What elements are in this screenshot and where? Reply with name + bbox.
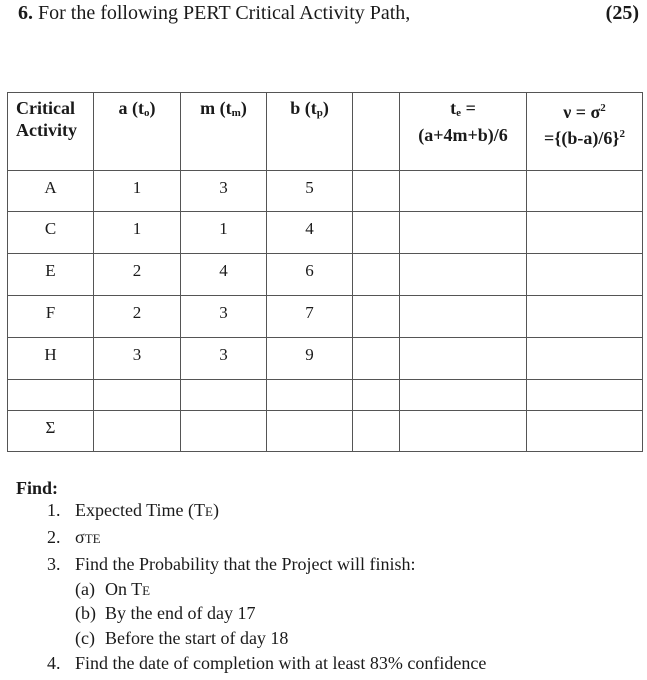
find-label: Find:: [16, 478, 59, 498]
cell-m: 4: [181, 254, 267, 296]
cell-m: 3: [181, 338, 267, 380]
cell-b: 9: [267, 338, 353, 380]
table-row: [8, 296, 643, 338]
cell-blank: [353, 171, 400, 212]
table-row-empty: [8, 380, 643, 411]
find-subitem-day-18: (c) Before the start of day 18: [75, 628, 289, 648]
find-item-probability: 3. Find the Probability that the Project will finish:: [47, 554, 416, 574]
cell-variance: [527, 338, 643, 380]
cell-activity: A: [8, 171, 94, 212]
cell-b: 6: [267, 254, 353, 296]
cell-a: 3: [94, 338, 181, 380]
find-item-expected-time: 1. Expected Time (TE): [47, 500, 219, 520]
cell-b-sum: [267, 411, 353, 452]
cell-activity: E: [8, 254, 94, 296]
cell-variance-sum: [527, 411, 643, 452]
pert-table: [7, 92, 643, 452]
cell-a: 2: [94, 296, 181, 338]
cell-b: 5: [267, 171, 353, 212]
cell-te: [400, 338, 527, 380]
cell-b: 4: [267, 212, 353, 254]
question-title: [18, 2, 410, 25]
cell-a: 2: [94, 254, 181, 296]
find-subitem-on-te: (a) On TE: [75, 579, 151, 599]
col-header-a: a $(t_o)$: [94, 93, 181, 171]
question-text: For the following PERT Critical Activity Path,: [38, 2, 411, 24]
cell-activity: [8, 380, 94, 411]
table-header-row: [8, 93, 643, 171]
table-row: [8, 254, 643, 296]
cell-blank: [353, 254, 400, 296]
cell-m: 3: [181, 171, 267, 212]
cell-activity: C: [8, 212, 94, 254]
table-sum-row: [8, 411, 643, 452]
cell-te-sum: [400, 411, 527, 452]
cell-m: 1: [181, 212, 267, 254]
cell-m: [181, 380, 267, 411]
col-header-variance: $\nu = \sigma^2$ $=\{(b-a)/6\}^2$: [527, 93, 643, 171]
cell-a: 1: [94, 212, 181, 254]
find-item-completion-date: 4. Find the date of completion with at least 83% confidence: [47, 653, 487, 673]
points-value: (25): [605, 2, 639, 24]
cell-te: [400, 254, 527, 296]
cell-activity: F: [8, 296, 94, 338]
cell-activity: H: [8, 338, 94, 380]
cell-b: [267, 380, 353, 411]
cell-blank: [353, 380, 400, 411]
cell-blank: [353, 296, 400, 338]
cell-a: 1: [94, 171, 181, 212]
find-item-sigma-te: 2. σTE: [47, 527, 101, 547]
cell-a-sum: [94, 411, 181, 452]
cell-m-sum: [181, 411, 267, 452]
cell-blank-sum: [353, 411, 400, 452]
col-header-blank: [353, 93, 400, 171]
cell-te: [400, 171, 527, 212]
question-number: 6.: [18, 2, 33, 24]
col-header-te: $t_e$ = (a+4m+b)/6: [400, 93, 527, 171]
table-row: [8, 212, 643, 254]
cell-variance: [527, 254, 643, 296]
cell-b: 7: [267, 296, 353, 338]
cell-variance: [527, 296, 643, 338]
cell-variance: [527, 380, 643, 411]
table-row: [8, 171, 643, 212]
cell-variance: [527, 171, 643, 212]
find-subitem-day-17: (b) By the end of day 17: [75, 603, 256, 623]
col-header-activity: Critical Activity: [8, 93, 94, 171]
col-header-m: m $(t_m)$: [181, 93, 267, 171]
sigma-sum-label: Σ: [8, 411, 94, 452]
cell-blank: [353, 212, 400, 254]
cell-a: [94, 380, 181, 411]
cell-variance: [527, 212, 643, 254]
col-header-b: b $(t_p)$: [267, 93, 353, 171]
cell-m: 3: [181, 296, 267, 338]
cell-te: [400, 380, 527, 411]
cell-blank: [353, 338, 400, 380]
cell-te: [400, 296, 527, 338]
table-row: [8, 338, 643, 380]
cell-te: [400, 212, 527, 254]
